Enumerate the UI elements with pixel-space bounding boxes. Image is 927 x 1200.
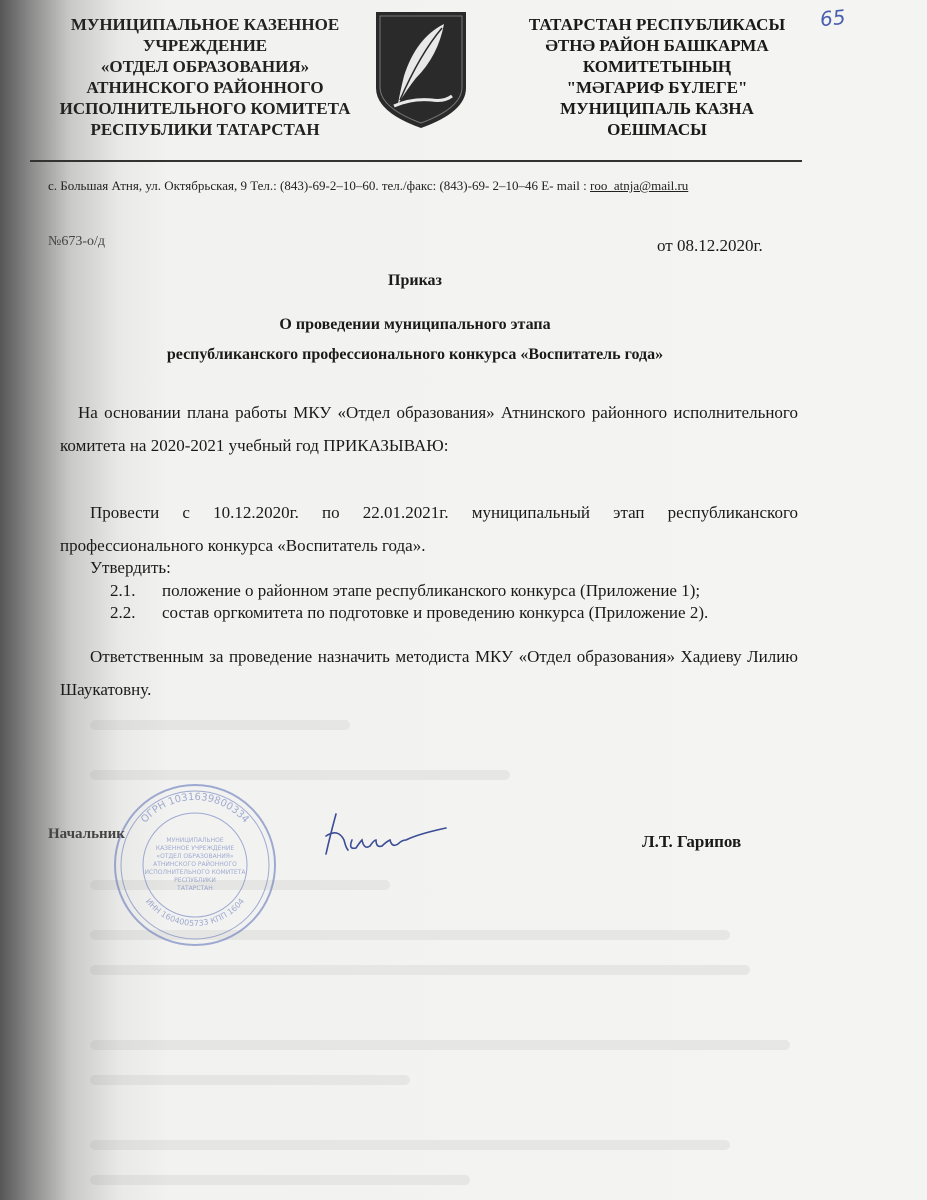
- order-item-3: Ответственным за проведение назначить методиста МКУ «Отдел образования» Хадиеву Лилию Шаукатовну.: [60, 647, 798, 699]
- header-right-line: ӘТНӘ РАЙОН БАШКАРМА: [545, 36, 769, 55]
- show-through-text: [90, 965, 750, 975]
- contact-line: [48, 178, 688, 194]
- show-through-text: [90, 720, 350, 730]
- document-type: Приказ: [388, 272, 442, 289]
- seal-center-line: РЕСПУБЛИКИ: [174, 877, 216, 884]
- order-subitem: [110, 603, 708, 623]
- header-right-line: КОМИТЕТЫНЫҢ: [582, 57, 732, 76]
- order-subitem: [110, 581, 700, 601]
- order-item-2-heading: Утвердить:: [90, 558, 171, 577]
- header-left-line: «ОТДЕЛ ОБРАЗОВАНИЯ»: [100, 57, 310, 76]
- seal-inn: ИНН 1604005733 КПП 1604: [143, 896, 247, 928]
- header-left-line: УЧРЕЖДЕНИЕ: [142, 36, 268, 55]
- contact-address-phones: с. Большая Атня, ул. Октябрьская, 9 Тел.: (843)-69-2–10–60. тел./факс: (843)-69- 2–10–46 E- mail :: [48, 178, 591, 193]
- seal-center-line: ИСПОЛНИТЕЛЬНОГО КОМИТЕТА: [144, 869, 246, 876]
- header-right-org-name: [498, 14, 816, 140]
- svg-text:ИНН 1604005733 КПП 1604: [144, 897, 246, 928]
- signer-position: Начальник: [48, 826, 125, 842]
- subitem-text: положение о районном этапе республиканского конкурса (Приложение 1);: [162, 581, 701, 600]
- show-through-text: [90, 1040, 790, 1050]
- seal-center-line: КАЗЕННОЕ УЧРЕЖДЕНИЕ: [155, 845, 235, 852]
- document-title-line1: О проведении муниципального этапа: [279, 316, 551, 333]
- show-through-text: [90, 770, 510, 780]
- svg-text:ОГРН 1031639800334: [139, 792, 251, 825]
- handwritten-page-number: 65: [818, 4, 847, 32]
- header-right-line: ТАТАРСТАН РЕСПУБЛИКАСЫ: [528, 15, 786, 34]
- show-through-text: [90, 1175, 470, 1185]
- header-left-line: ИСПОЛНИТЕЛЬНОГО КОМИТЕТА: [59, 99, 351, 118]
- document-number: №673-о/д: [48, 234, 106, 249]
- official-seal-icon: [110, 780, 280, 950]
- header-right-line: МУНИЦИПАЛЬ КАЗНА: [560, 99, 754, 118]
- seal-center-line: ТАТАРСТАН: [177, 885, 213, 892]
- seal-center-line: «ОТДЕЛ ОБРАЗОВАНИЯ»: [156, 853, 234, 860]
- subitem-number: 2.1.: [110, 581, 136, 600]
- contact-email-link[interactable]: roo_atnja@mail.ru: [590, 178, 689, 193]
- header-right-line: ОЕШМАСЫ: [607, 120, 707, 139]
- header-left-line: РЕСПУБЛИКИ ТАТАРСТАН: [90, 120, 320, 139]
- header-left-line: АТНИНСКОГО РАЙОННОГО: [86, 78, 324, 97]
- header-left-line: МУНИЦИПАЛЬНОЕ КАЗЕННОЕ: [70, 15, 340, 34]
- show-through-text: [90, 1140, 730, 1150]
- show-through-text: [90, 1075, 410, 1085]
- basis-paragraph: На основании плана работы МКУ «Отдел образования» Атнинского районного исполнительного комитета на 2020-2021 учебный год ПРИКАЗЫВАЮ:: [60, 403, 798, 455]
- seal-center-line: АТНИНСКОГО РАЙОННОГО: [153, 861, 237, 868]
- handwritten-signature-icon: [318, 806, 448, 866]
- document-date: от 08.12.2020г.: [657, 236, 763, 255]
- document-title-line2: республиканского профессионального конкурса «Воспитатель года»: [166, 346, 664, 363]
- subitem-number: 2.2.: [110, 603, 136, 622]
- signer-name: Л.Т. Гарипов: [642, 832, 742, 851]
- seal-center-line: МУНИЦИПАЛЬНОЕ: [166, 837, 224, 844]
- seal-ogrn: ОГРН 1031639800334: [139, 791, 251, 826]
- header-divider: [30, 160, 802, 162]
- subitem-text: состав оргкомитета по подготовке и проведению конкурса (Приложение 2).: [162, 603, 709, 622]
- header-right-line: "МӘГАРИФ БҮЛЕГЕ": [566, 78, 748, 97]
- order-item-1: Провести с 10.12.2020г. по 22.01.2021г. муниципальный этап республиканского профессионального конкурса «Воспитатель года».: [60, 503, 798, 555]
- header-left-org-name: [40, 14, 370, 140]
- feather-emblem-icon: [372, 8, 470, 130]
